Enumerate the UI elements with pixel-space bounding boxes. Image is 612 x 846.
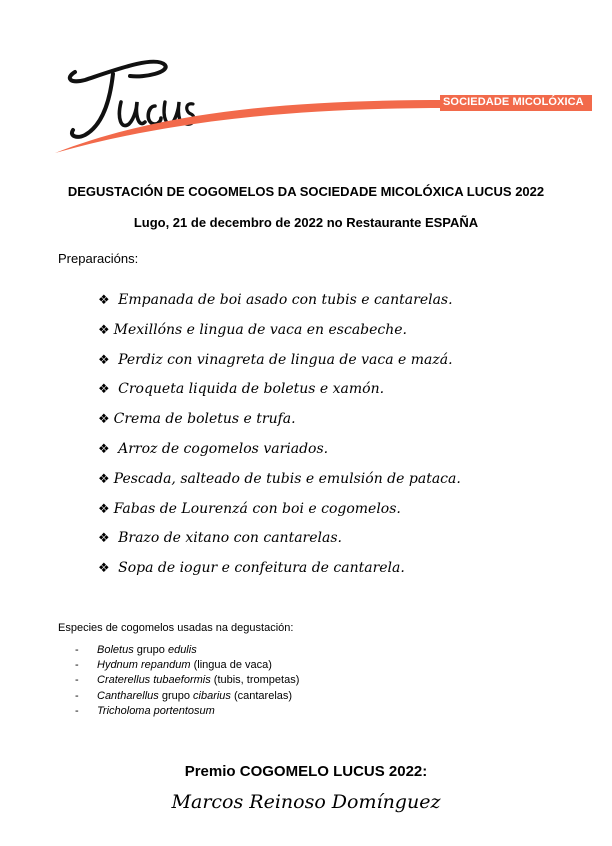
species-scientific-name: edulis — [167, 644, 197, 656]
list-item — [98, 290, 461, 320]
species-scientific-name: Hydnum repandum — [97, 659, 191, 672]
diamond-bullet-icon: ❖ — [98, 441, 110, 457]
diamond-bullet-icon: ❖ — [98, 352, 110, 368]
preparation-text: Mexillóns e lingua de vaca en escabeche. — [113, 321, 408, 338]
preparation-text: Crema de boletus e trufa. — [113, 411, 296, 428]
page-subtitle: Lugo, 21 de decembro de 2022 no Restaurante ESPAÑA — [133, 215, 479, 230]
list-item — [98, 528, 461, 558]
species-scientific-name: Craterellus tubaeformis — [97, 674, 211, 687]
diamond-bullet-icon: ❖ — [98, 561, 110, 577]
diamond-bullet-icon: ❖ — [98, 412, 110, 428]
preparations-label: Preparacións: — [58, 251, 139, 266]
species-rest: grupo — [158, 689, 194, 702]
list-item — [75, 689, 299, 704]
list-item — [98, 350, 461, 380]
preparation-text: Pescada, salteado de tubis e emulsión de pataca. — [113, 470, 461, 487]
diamond-bullet-icon: ❖ — [98, 322, 110, 338]
list-item — [98, 409, 461, 439]
preparation-text: Brazo de xitano con cantarelas. — [118, 530, 342, 547]
species-intro: Especies de cogomelos usadas na degustación: — [58, 622, 294, 634]
list-item — [98, 499, 461, 529]
preparation-text: Fabas de Lourenzá con boi e cogomelos. — [113, 500, 401, 517]
page-title: DEGUSTACIÓN DE COGOMELOS DA SOCIEDADE MICOLÓXICA LUCUS 2022 — [67, 184, 545, 199]
dash-bullet: - — [75, 659, 79, 672]
list-item — [98, 379, 461, 409]
list-item — [75, 643, 299, 658]
list-item — [98, 558, 461, 588]
species-scientific-name: Boletus — [97, 644, 134, 656]
org-name: SOCIEDADE MICOLÓXICA — [443, 96, 584, 108]
dash-bullet: - — [75, 689, 79, 702]
species-note: (cantarelas) — [230, 689, 293, 702]
award-title: Premio COGOMELO LUCUS 2022: — [184, 763, 428, 780]
diamond-bullet-icon: ❖ — [98, 293, 110, 308]
preparation-text: Sopa de iogur e confeitura de cantarela. — [118, 560, 405, 577]
preparation-text: Arroz de cogomelos variados. — [118, 440, 329, 457]
preparation-text: Perdiz con vinagreta de lingua de vaca e mazá. — [118, 351, 453, 368]
dash-bullet: - — [75, 644, 79, 656]
diamond-bullet-icon: ❖ — [98, 471, 110, 487]
species-rest: grupo — [133, 644, 168, 656]
award-winner: Marcos Reinoso Domínguez — [171, 791, 441, 813]
dash-bullet: - — [75, 674, 79, 687]
list-item — [75, 704, 299, 719]
list-item — [98, 469, 461, 499]
species-note: (lingua de vaca) — [190, 659, 272, 672]
diamond-bullet-icon: ❖ — [98, 382, 110, 398]
species-scientific-name: cibarius — [193, 689, 231, 702]
preparations-list — [98, 290, 461, 588]
header-swoosh — [50, 88, 450, 158]
preparation-text: Empanada de boi asado con tubis e cantarelas. — [118, 292, 453, 308]
preparation-text: Croqueta liquida de boletus e xamón. — [118, 381, 385, 398]
list-item — [75, 673, 299, 688]
list-item — [75, 658, 299, 673]
diamond-bullet-icon: ❖ — [98, 531, 110, 547]
species-list — [75, 643, 299, 719]
list-item — [98, 439, 461, 469]
species-note: (tubis, trompetas) — [210, 674, 300, 687]
species-scientific-name: Tricholoma portentosum — [97, 704, 215, 717]
species-scientific-name: Cantharellus — [97, 689, 159, 702]
dash-bullet: - — [75, 704, 79, 717]
list-item — [98, 320, 461, 350]
diamond-bullet-icon: ❖ — [98, 501, 110, 517]
